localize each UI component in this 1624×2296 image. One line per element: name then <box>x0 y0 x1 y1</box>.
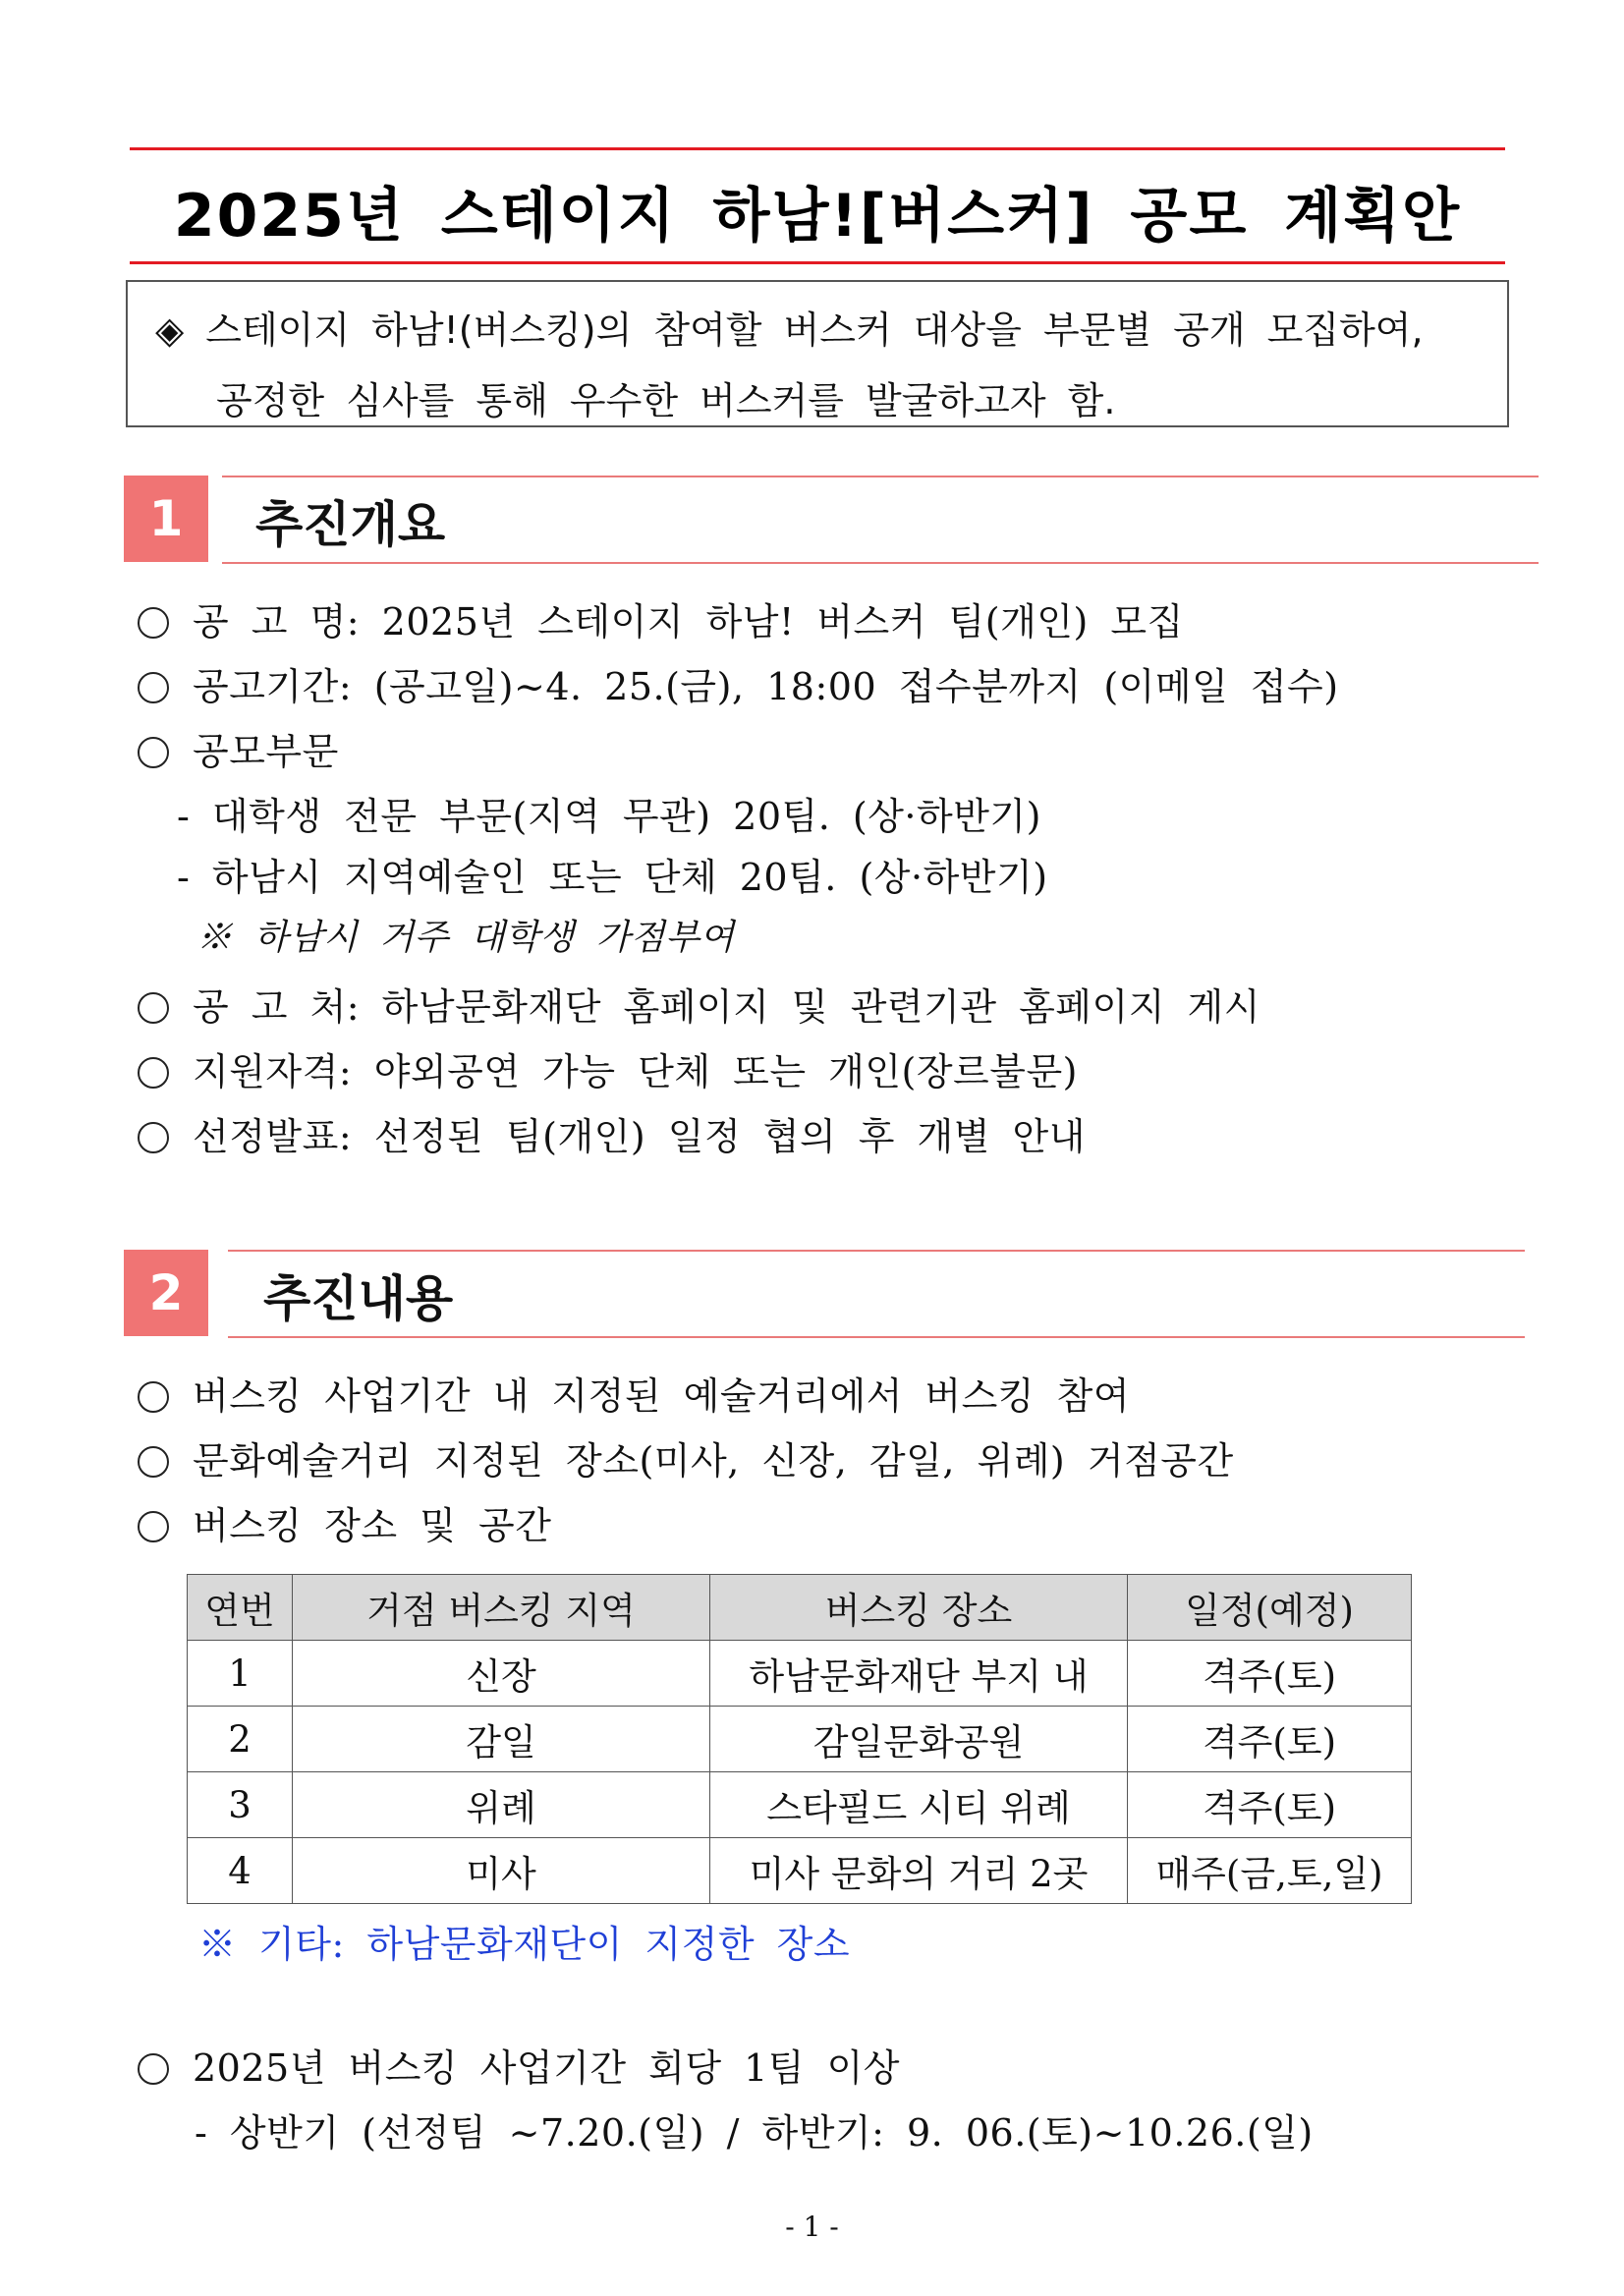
list-item: 지원자격: 야외공연 가능 단체 또는 개인(장르불문) <box>138 1041 1078 1095</box>
sub-item: - 상반기 (선정팀 ~7.20.(일) / 하반기: 9. 06.(토)~10.26.(일) <box>195 2111 1314 2155</box>
table-row <box>188 1707 1412 1772</box>
cell-place: 하남문화재단 부지 내 <box>710 1641 1128 1707</box>
circle-bullet-icon <box>138 1511 169 1542</box>
circle-bullet-icon <box>138 992 169 1024</box>
cell-place: 미사 문화의 거리 2곳 <box>710 1838 1128 1904</box>
list-item: 2025년 버스킹 사업기간 회당 1팀 이상 <box>138 2038 900 2092</box>
list-item: 버스킹 사업기간 내 지정된 예술거리에서 버스킹 참여 <box>138 1366 1130 1420</box>
table-row <box>188 1641 1412 1707</box>
table-note: ※ 기타: 하남문화재단이 지정한 장소 <box>198 1923 851 1966</box>
list-item: 공 고 명: 2025년 스테이지 하남! 버스커 팀(개인) 모집 <box>138 591 1184 645</box>
cell-schedule: 격주(토) <box>1128 1707 1412 1772</box>
summary-line-1: 스테이지 하남!(버스킹)의 참여할 버스커 대상을 부문별 공개 모집하여, <box>205 308 1424 352</box>
section-2-bottom-rule <box>228 1336 1525 1338</box>
list-item: 공고기간: (공고일)~4. 25.(금), 18:00 접수분까지 (이메일 접수) <box>138 656 1339 710</box>
sub-item: - 대학생 전문 부문(지역 무관) 20팀. (상·하반기) <box>177 795 1041 838</box>
list-item: 공 고 처: 하남문화재단 홈페이지 및 관련기관 홈페이지 게시 <box>138 977 1260 1031</box>
cell-schedule: 매주(금,토,일) <box>1128 1838 1412 1904</box>
col-header-number: 연번 <box>188 1575 293 1641</box>
circle-bullet-icon <box>138 1057 169 1089</box>
section-2-top-rule <box>228 1250 1525 1252</box>
note: ※ 하남시 거주 대학생 가점부여 <box>196 918 735 958</box>
circle-bullet-icon <box>138 672 169 703</box>
diamond-bullet-icon: ◈ <box>155 308 185 352</box>
section-1-title: 추진개요 <box>255 496 446 553</box>
cell-number: 3 <box>188 1772 293 1838</box>
col-header-region: 거점 버스킹 지역 <box>293 1575 710 1641</box>
title-top-rule <box>130 147 1505 150</box>
section-2-number: 2 <box>124 1250 208 1336</box>
page-title: 2025년 스테이지 하남![버스커] 공모 계획안 <box>173 182 1462 251</box>
section-2-title: 추진내용 <box>263 1270 454 1327</box>
list-item: 문화예술거리 지정된 장소(미사, 신장, 감일, 위례) 거점공간 <box>138 1430 1234 1484</box>
col-header-schedule: 일정(예정) <box>1128 1575 1412 1641</box>
page-number: - 1 - <box>785 2211 839 2243</box>
section-1-number: 1 <box>124 476 208 562</box>
cell-number: 2 <box>188 1707 293 1772</box>
summary-box <box>126 280 1509 427</box>
circle-bullet-icon <box>138 1381 169 1413</box>
busking-locations-table <box>187 1574 1412 1904</box>
col-header-place: 버스킹 장소 <box>710 1575 1128 1641</box>
circle-bullet-icon <box>138 1122 169 1153</box>
list-item: 버스킹 장소 및 공간 <box>138 1495 551 1549</box>
table-row <box>188 1772 1412 1838</box>
cell-number: 1 <box>188 1641 293 1707</box>
cell-place: 스타필드 시티 위례 <box>710 1772 1128 1838</box>
title-bottom-rule <box>130 261 1505 264</box>
table-header-row <box>188 1575 1412 1641</box>
cell-schedule: 격주(토) <box>1128 1641 1412 1707</box>
section-1-top-rule <box>222 476 1539 477</box>
table-row <box>188 1838 1412 1904</box>
list-item: 공모부문 <box>138 721 339 775</box>
cell-region: 위례 <box>293 1772 710 1838</box>
cell-region: 신장 <box>293 1641 710 1707</box>
cell-schedule: 격주(토) <box>1128 1772 1412 1838</box>
circle-bullet-icon <box>138 737 169 768</box>
cell-region: 미사 <box>293 1838 710 1904</box>
circle-bullet-icon <box>138 607 169 639</box>
cell-region: 감일 <box>293 1707 710 1772</box>
cell-place: 감일문화공원 <box>710 1707 1128 1772</box>
summary-line-2: 공정한 심사를 통해 우수한 버스커를 발굴하고자 함. <box>216 379 1116 422</box>
circle-bullet-icon <box>138 1446 169 1478</box>
cell-number: 4 <box>188 1838 293 1904</box>
sub-item: - 하남시 지역예술인 또는 단체 20팀. (상·하반기) <box>177 856 1048 899</box>
list-item: 선정발표: 선정된 팀(개인) 일정 협의 후 개별 안내 <box>138 1106 1086 1160</box>
section-1-bottom-rule <box>222 562 1539 564</box>
circle-bullet-icon <box>138 2053 169 2085</box>
